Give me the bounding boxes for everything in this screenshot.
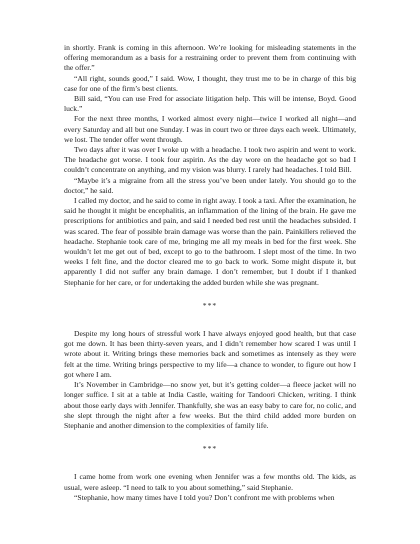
paragraph: Two days after it was over I woke up with a headache. I took two aspirin and went to work. The headache got worse. I took four aspirin. As the day wore on the headache got so bad I couldn’t concentrate on anything, and my vision was blurry. I rarely had headaches. I told Bill. xyxy=(64,145,356,175)
paragraph: in shortly. Frank is coming in this afternoon. We’re looking for misleading statements in the offering memorandum as a basis for a restraining order to prevent them from continuing with the offer.” xyxy=(64,43,356,73)
paragraph: I called my doctor, and he said to come in right away. I took a taxi. After the examination, he said he thought it might be encephalitis, an inflammation of the lining of the brain. He gave me prescriptions for antibiotics and pain, and said I needed bed rest until the headaches subsided. I was scared. The fear of possible brain damage was worse than the pain. Painkillers relieved the headache. Stephanie took care of me, bringing me all my meals in bed for the first week. She wouldn’t let me get out of bed, except to go to the bathroom. I slept most of the time. In two weeks I felt fine, and the doctor cleared me to go back to work. Some might dispute it, but apparently I did not suffer any brain damage. I don’t remember, but I doubt if I thanked Stephanie for her care, or for undertaking the added burden while she was pregnant. xyxy=(64,196,356,287)
paragraph: “All right, sounds good,” I said. Wow, I thought, they trust me to be in charge of this big case for one of the firm’s best clients. xyxy=(64,73,356,93)
paragraph: “Stephanie, how many times have I told you? Don’t confront me with problems when xyxy=(74,492,335,502)
paragraph: Bill said, “You can use Fred for associate litigation help. This will be intense, Boyd. Good luck.” xyxy=(64,94,356,114)
paragraph: For the next three months, I worked almost every night—twice I worked all night—and every Saturday and all but one Sunday. I was in court two or three days each week. Ultimately, we lost. The tender offer went through. xyxy=(64,114,356,144)
paragraph: I came home from work one evening when Jennifer was a few months old. The kids, as usual, were asleep. “I need to talk to you about something,” said Stephanie. xyxy=(64,472,356,492)
section-separator: *** xyxy=(202,444,218,454)
paragraph: “Maybe it’s a migraine from all the stress you’ve been under lately. You should go to the doctor,” he said. xyxy=(64,175,356,195)
section-separator: *** xyxy=(202,300,218,310)
paragraph: It’s November in Cambridge—no snow yet, but it’s getting colder—a fleece jacket will no longer suffice. I sit at a table at India Castle, waiting for Tandoori Chicken, writing. I think about those early days with Jennifer. Thankfully, she was an easy baby to care for, no colic, and she slept through the night after a few weeks. But the third child added more burden on Stephanie and another dimension to the complexities of family life. xyxy=(64,380,356,430)
paragraph: Despite my long hours of stressful work I have always enjoyed good health, but that case got me down. It has been thirty-seven years, and I didn’t remember how scared I was until I wrote about it. Writing brings these memories back and sometimes as intensely as they were felt at the time. Writing brings perspective to my life—a chance to wonder, to figure out how I got where I am. xyxy=(64,329,356,379)
